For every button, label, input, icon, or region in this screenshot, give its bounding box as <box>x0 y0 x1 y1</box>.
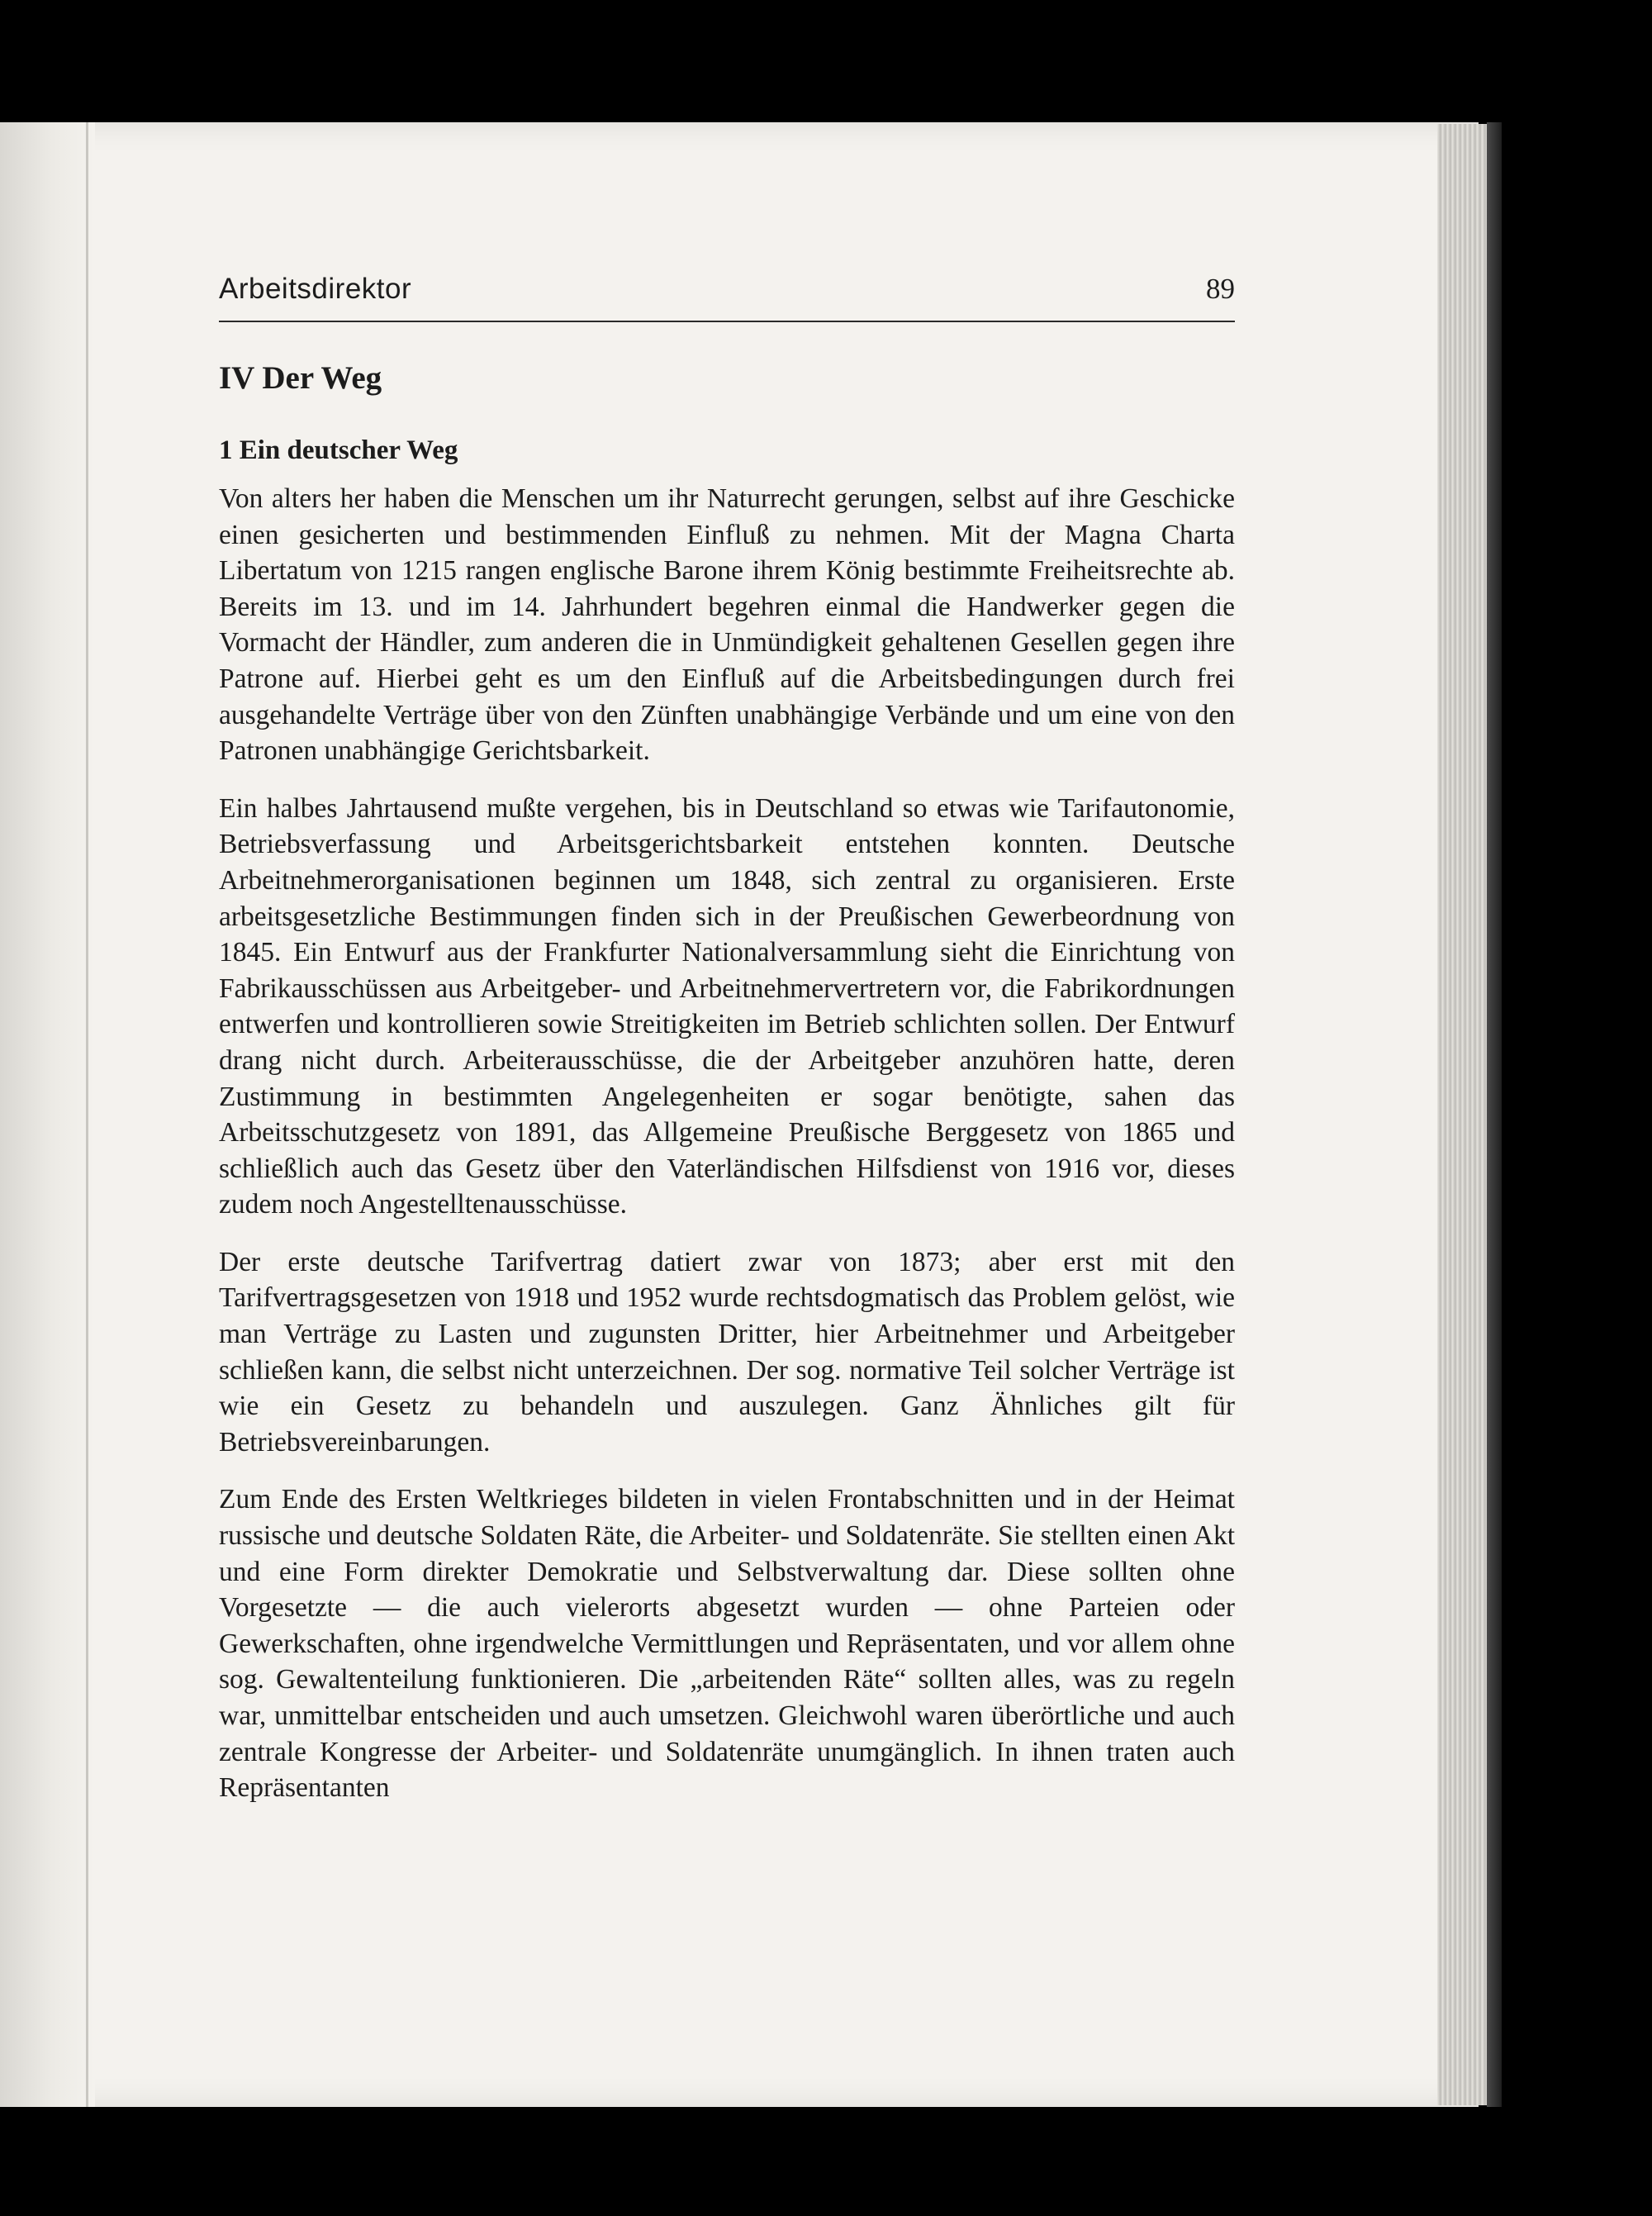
chapter-heading: IV Der Weg <box>219 360 382 396</box>
paragraph-4: Zum Ende des Ersten Weltkrieges bildeten in vielen Frontabschnitten und in der Heimat russische und deutsche Soldaten Räte, die Arbeiter- und Soldatenräte. Sie stellten einen Akt und eine Form direkter Demokratie und Selbstverwaltung dar. Diese sollten ohne Vorgesetzte — die auch vielerorts abgesetzt wurden — ohne Parteien oder Gewerkschaften, ohne irgendwelche Vermittlungen und Repräsentaten, und vor allem ohne sog. Gewaltenteilung funktionieren. Die „arbeitenden Räte“ sollten alles, was zu regeln war, unmittelbar entscheiden und auch umsetzen. Gleichwohl waren überörtliche und auch zentrale Kongresse der Arbeiter- und Soldatenräte unumgänglich. In ihnen traten auch Repräsentanten <box>219 1484 1235 1804</box>
text-block <box>219 264 1235 1806</box>
page-number: 89 <box>1206 273 1235 305</box>
paragraph-1: Von alters her haben die Menschen um ihr Naturrecht gerungen, selbst auf ihre Geschicke einen gesicherten und bestimmenden Einfluß zu nehmen. Mit der Magna Charta Libertatum von 1215 rangen englische Barone ihrem König bestimmte Freiheitsrechte ab. Bereits im 13. und im 14. Jahrhundert begehren einmal die Handwerker gegen die Vormacht der Händler, zum anderen die in Unmündigkeit gehaltenen Gesellen gegen ihre Patrone auf. Hierbei geht es um den Einfluß auf die Arbeitsbedingungen durch frei ausgehandelte Verträge über von den Zünften unabhängige Verbände und um eine von den Patronen unabhängige Gerichtsbarkeit. <box>219 483 1235 767</box>
page-gutter <box>0 122 95 2107</box>
book-cover-edge <box>1487 122 1502 2107</box>
paragraph-2: Ein halbes Jahrtausend mußte vergehen, bis in Deutschland so etwas wie Tarifautonomie, Betriebsverfassung und Arbeitsgerichtsbarkeit entstehen konnten. Deutsche Arbeitnehmerorganisationen beginnen um 1848, sich zentral zu organisieren. Erste arbeitsgesetzliche Bestimmungen finden sich in der Preußischen Gewerbeordnung von 1845. Ein Entwurf aus der Frankfurter Nationalversammlung sieht die Einrichtung von Fabrikausschüssen aus Arbeitgeber- und Arbeitnehmervertretern vor, die Fabrikordnungen entwerfen und kontrollieren sowie Streitigkeiten im Betrieb schlichten sollen. Der Entwurf drang nicht durch. Arbeiterausschüsse, die der Arbeitgeber anzuhören hatte, deren Zustimmung in bestimmten Angelegenheiten er sogar benötigte, sahen das Arbeitsschutzgesetz von 1891, das Allgemeine Preußische Berggesetz von 1865 und schließlich auch das Gesetz über den Vaterländischen Hilfsdienst von 1916 vor, dieses zudem noch Angestelltenausschüsse. <box>219 792 1235 1220</box>
paragraph-3: Der erste deutsche Tarifvertrag datiert zwar von 1873; aber erst mit den Tarifvertragsgesetzen von 1918 und 1952 wurde rechtsdogmatisch das Problem gelöst, wie man Verträge zu Lasten und zugunsten Dritter, hier Arbeitnehmer und Arbeitgeber schließen kann, die selbst nicht unterzeichnen. Der sog. normative Teil solcher Verträge ist wie ein Gesetz zu behandeln und auszulegen. Ganz Ähnliches gilt für Betriebsvereinbarungen. <box>219 1246 1235 1458</box>
running-head-title: Arbeitsdirektor <box>219 273 412 305</box>
header-rule <box>219 321 1235 322</box>
running-head <box>219 264 1235 314</box>
page-stack-edge <box>1437 124 1487 2105</box>
section-heading: 1 Ein deutscher Weg <box>219 435 458 465</box>
